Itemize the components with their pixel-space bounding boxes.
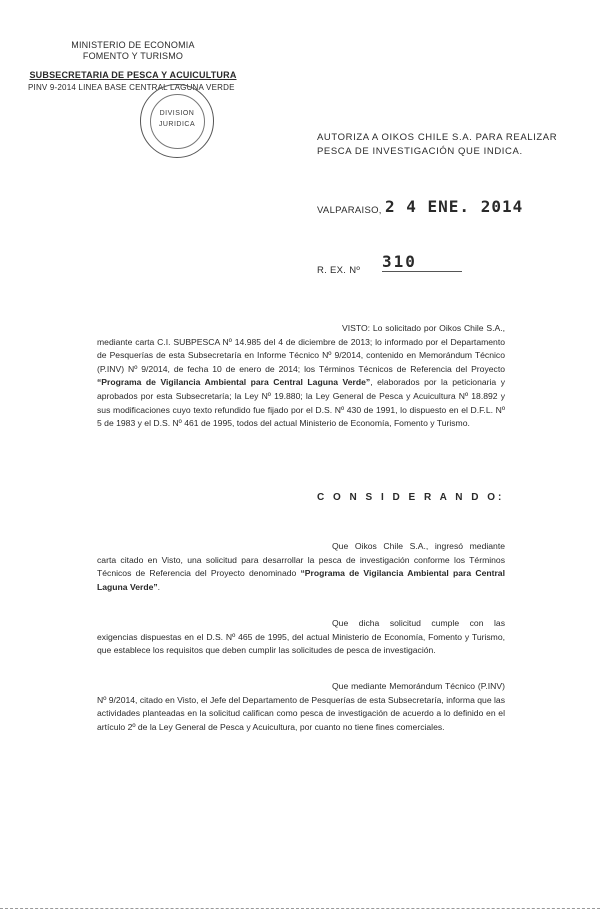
visto-paragraph	[97, 322, 505, 431]
considerando-paragraph-2	[97, 617, 505, 658]
reference-code: PINV 9-2014 LINEA BASE CENTRAL LAGUNA VERDE	[28, 83, 235, 92]
considerando-3-text: Que mediante Memorándum Técnico (P.INV) Nº 9/2014, citado en Visto, el Jefe del Departamento de Pesquerías de esta Subsecretaría, informa que las actividades planteadas en la solicitud califican como pesca de investigación de acuerdo a lo definido en el artículo 2º de la Ley General de Pesca y Acuicultura, por cuanto no tiene fines comerciales.	[97, 681, 505, 732]
considerando-paragraph-3	[97, 680, 505, 734]
considerando-paragraph-1	[97, 540, 505, 594]
subject-line2: PESCA DE INVESTIGACIÓN QUE INDICA.	[317, 146, 523, 157]
footer-scan-line	[0, 908, 600, 910]
considerando-1-text: Que Oikos Chile S.A., ingresó mediante carta citado en Visto, una solicitud para desarrollar la pesca de investigación conforme los Términos Técnicos de Referencia del Proyecto denominado	[97, 541, 505, 579]
resolution-label: R. EX. Nº	[317, 265, 361, 276]
considerando-2-text: Que dicha solicitud cumple con las exigencias dispuestas en el D.S. Nº 465 de 1995, del actual Ministerio de Economía, Fomento y Turismo, que establece los requisitos que deben cumplir las solicitudes de pesca de investigación.	[97, 618, 505, 656]
resolution-number: 310	[382, 252, 417, 271]
division-juridica-stamp	[140, 84, 214, 158]
stamp-text-line2: JURIDICA	[158, 121, 196, 128]
ministry-name-line1: MINISTERIO DE ECONOMIA	[71, 40, 195, 50]
considerando-1-end: .	[157, 581, 161, 592]
resolution-underline	[382, 271, 462, 272]
visto-text-part1: Lo solicitado por Oikos Chile S.A., mediante carta C.I. SUBPESCA Nº 14.985 del 4 de diciembre de 2013; lo informado por el Departamento de Pesquerías de esta Subsecretaría en Informe Técnico Nº 9/2014, contenido en Memorándum Técnico (P.INV) Nº 9/2014, de fecha 10 de enero de 2014; los Términos Técnicos de Referencia del Proyecto	[97, 323, 506, 374]
considerando-heading: C O N S I D E R A N D O:	[317, 492, 505, 503]
visto-label: VISTO:	[342, 323, 371, 333]
date-place: VALPARAISO,	[317, 205, 382, 216]
date-value: 2 4 ENE. 2014	[385, 197, 524, 216]
visto-project-title: “Programa de Vigilancia Ambiental para Central Laguna Verde”	[97, 377, 371, 388]
considerando-1-project-title: “Programa de Vigilancia Ambiental para Central Laguna Verde”	[97, 568, 505, 592]
subsecretaria-name: SUBSECRETARIA DE PESCA Y ACUICULTURA	[29, 70, 237, 80]
visto-text-part2: , elaborados por la peticionaria y aprobados por esta Subsecretaría; la Ley Nº 19.880; la Ley General de Pesca y Acuicultura Nº 18.892 y sus modificaciones cuyo texto refundido fue fijado por el D.S. Nº 430 de 1991, lo dispuesto en el D.F.L. Nº 5 de 1983 y el D.S. Nº 461 de 1995, todos del actual Ministerio de Economía, Fomento y Turismo.	[97, 377, 505, 429]
subject-line1: AUTORIZA A OIKOS CHILE S.A. PARA REALIZAR	[317, 132, 558, 143]
stamp-text-line1: DIVISION	[159, 110, 195, 117]
ministry-name-line2: FOMENTO Y TURISMO	[82, 51, 184, 61]
